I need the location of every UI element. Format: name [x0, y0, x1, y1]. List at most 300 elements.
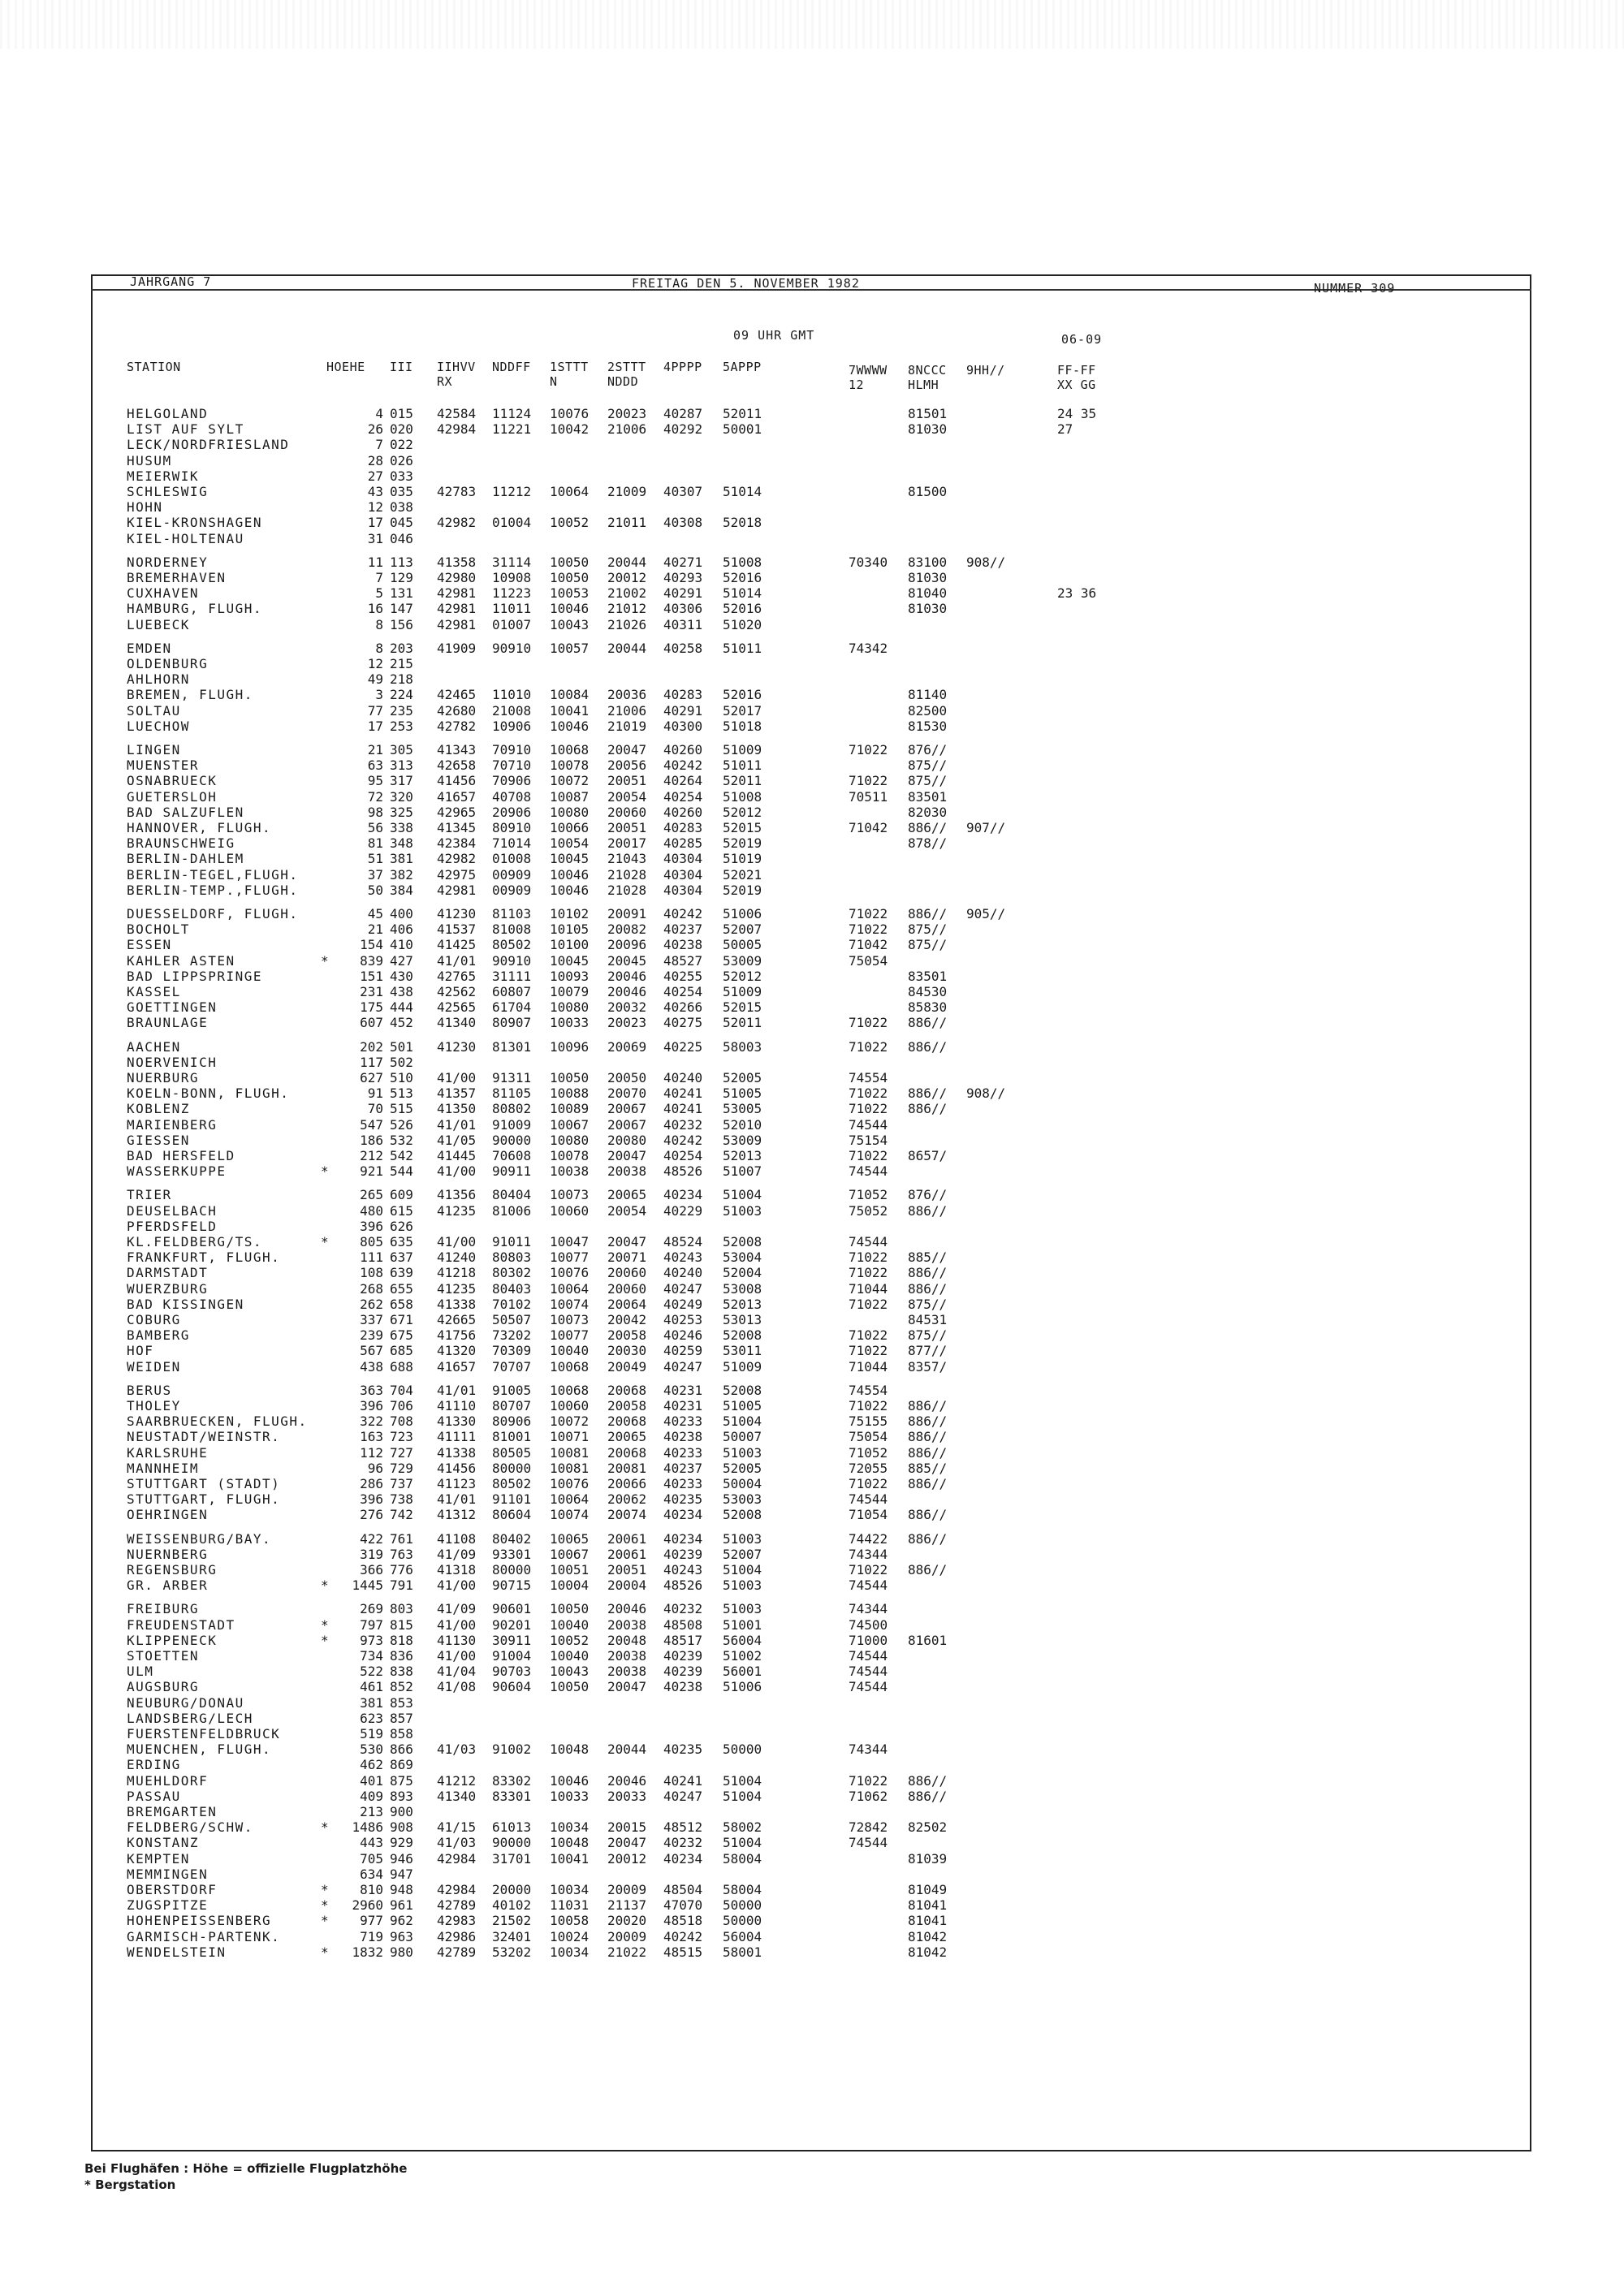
cell-name: FUERSTENFELDBRUCK	[127, 1726, 281, 1741]
cell-hoehe: 17	[367, 515, 383, 531]
cell-name: GR. ARBER	[127, 1577, 209, 1594]
cell-name: BREMGARTEN	[127, 1804, 218, 1819]
footnote-airports: Bei Flughäfen : Höhe = offizielle Flugplatzhöhe	[84, 2161, 408, 2176]
cell-name: AHLHORN	[127, 671, 190, 688]
cell-mark: *	[321, 1882, 329, 1897]
cell-iii: 313	[390, 757, 413, 774]
cell-hoehe: 805	[360, 1234, 383, 1249]
cell-name: KIEL-HOLTENAU	[127, 530, 244, 546]
cell-iii: 444	[390, 999, 413, 1016]
cell-appp: 51009	[723, 984, 762, 999]
cell-name: KEMPTEN	[127, 1850, 190, 1867]
cell-name: KOELN-BONN, FLUGH.	[127, 1085, 290, 1102]
cell-ihvv: 42984	[437, 1882, 477, 1897]
cell-s2: 20067	[607, 1101, 647, 1117]
cell-appp: 51020	[723, 616, 762, 632]
cell-hoehe: 5	[375, 585, 383, 602]
cell-ndff: 60807	[492, 984, 532, 999]
cell-hoehe: 91	[367, 1085, 383, 1102]
cell-ndff: 80000	[492, 1460, 532, 1476]
cell-appp: 53004	[723, 1249, 762, 1266]
cell-name: KL.FELDBERG/TS.	[127, 1234, 262, 1249]
cell-hoehe: 480	[360, 1202, 383, 1219]
cell-hoehe: 438	[360, 1358, 383, 1375]
cell-s1: 10045	[550, 851, 590, 867]
cell-pppp: 48526	[663, 1163, 703, 1180]
cell-ndff: 21008	[492, 702, 532, 719]
cell-appp: 53013	[723, 1312, 762, 1327]
cell-s1: 10087	[550, 788, 590, 805]
cell-ihvv: 42783	[437, 484, 477, 499]
cell-ndff: 80907	[492, 1015, 532, 1031]
cell-www: 70511	[849, 788, 888, 805]
cell-name: BRAUNSCHWEIG	[127, 835, 235, 852]
cell-ihvv: 41318	[437, 1562, 477, 1577]
cell-iii: 020	[390, 421, 413, 438]
cell-www: 71022	[849, 1772, 888, 1789]
cell-s1: 10050	[550, 570, 590, 585]
cell-s1: 10058	[550, 1913, 590, 1929]
cell-s2: 20061	[607, 1546, 647, 1562]
cell-www: 71022	[849, 742, 888, 757]
cell-ihvv: 42980	[437, 570, 477, 585]
cell-pppp: 40247	[663, 1788, 703, 1804]
cell-pppp: 40304	[663, 882, 703, 898]
cell-pppp: 40300	[663, 718, 703, 734]
cell-iii: 706	[390, 1398, 413, 1413]
cell-ihvv: 41230	[437, 906, 477, 921]
cell-name: HOF	[127, 1343, 154, 1359]
cell-mark: *	[321, 1577, 329, 1594]
cell-iii: 526	[390, 1116, 413, 1133]
cell-ndff: 90703	[492, 1664, 532, 1680]
cell-hoehe: 70	[367, 1101, 383, 1117]
cell-ndff: 11212	[492, 484, 532, 499]
report-number: NUMMER 309	[1314, 281, 1396, 296]
cell-hoehe: 319	[360, 1546, 383, 1562]
cell-name: HAMBURG, FLUGH.	[127, 601, 262, 617]
cell-ihvv: 41/01	[437, 952, 477, 969]
cell-pppp: 40292	[663, 421, 703, 438]
cell-iii: 635	[390, 1234, 413, 1249]
cell-ndff: 80505	[492, 1444, 532, 1461]
cell-name: AACHEN	[127, 1038, 181, 1055]
cell-s1: 10076	[550, 406, 590, 421]
cell-s1: 10048	[550, 1741, 590, 1758]
cell-iii: 022	[390, 437, 413, 453]
cell-appp: 51014	[723, 585, 762, 602]
cell-appp: 52015	[723, 999, 762, 1016]
cell-s1: 10084	[550, 687, 590, 703]
cell-www: 74344	[849, 1546, 888, 1562]
cell-ndff: 61704	[492, 999, 532, 1016]
cell-s1: 10046	[550, 866, 590, 883]
cell-pppp: 48526	[663, 1577, 703, 1594]
cell-ncc: 886//	[908, 1772, 948, 1789]
cell-pppp: 40285	[663, 835, 703, 852]
cell-ihvv: 41123	[437, 1476, 477, 1491]
cell-name: KAHLER ASTEN	[127, 952, 235, 969]
cell-ncc: 84530	[908, 984, 948, 999]
cell-ncc: 82030	[908, 804, 948, 820]
cell-name: NUERNBERG	[127, 1546, 209, 1562]
cell-pppp: 40259	[663, 1343, 703, 1359]
cell-hoehe: 322	[360, 1413, 383, 1430]
cell-name: STUTTGART (STADT)	[127, 1476, 281, 1491]
cell-appp: 52019	[723, 835, 762, 852]
cell-ihvv: 42562	[437, 984, 477, 999]
cell-iii: 742	[390, 1507, 413, 1523]
cell-ndff: 40708	[492, 788, 532, 805]
cell-ihvv: 41/03	[437, 1741, 477, 1758]
cell-iii: 129	[390, 570, 413, 585]
cell-ncc: 886//	[908, 1038, 948, 1055]
cell-s1: 10065	[550, 1530, 590, 1547]
cell-s1: 10102	[550, 906, 590, 921]
cell-ncc: 886//	[908, 1085, 948, 1102]
cell-s1: 10052	[550, 1632, 590, 1648]
cell-ndff: 90911	[492, 1163, 532, 1180]
cell-ihvv: 41358	[437, 554, 477, 570]
cell-ncc: 83100	[908, 554, 948, 570]
cell-s1: 10050	[550, 1601, 590, 1617]
cell-hoehe: 522	[360, 1664, 383, 1680]
cell-hoehe: 396	[360, 1218, 383, 1234]
cell-ihvv: 41/09	[437, 1546, 477, 1562]
cell-hoehe: 17	[367, 718, 383, 734]
jahrgang-label: JAHRGANG 7	[130, 274, 212, 289]
cell-s1: 10040	[550, 1648, 590, 1664]
cell-s1: 10077	[550, 1327, 590, 1344]
cell-www: 74544	[849, 1491, 888, 1508]
cell-iii: 510	[390, 1070, 413, 1085]
cell-s1: 10078	[550, 757, 590, 774]
cell-www: 74544	[849, 1679, 888, 1695]
cell-s1: 10067	[550, 1116, 590, 1133]
cell-s2: 20038	[607, 1163, 647, 1180]
cell-pppp: 40241	[663, 1772, 703, 1789]
cell-ndff: 80404	[492, 1187, 532, 1203]
cell-ncc: 81041	[908, 1913, 948, 1929]
cell-s1: 10054	[550, 835, 590, 852]
cell-mark: *	[321, 952, 329, 969]
cell-iii: 637	[390, 1249, 413, 1266]
cell-name: LANDSBERG/LECH	[127, 1710, 253, 1726]
cell-ndff: 70608	[492, 1148, 532, 1163]
cell-s1: 10089	[550, 1101, 590, 1117]
cell-iii: 406	[390, 921, 413, 938]
cell-s2: 20045	[607, 952, 647, 969]
cell-ndff: 91101	[492, 1491, 532, 1508]
cell-name: BOCHOLT	[127, 921, 190, 938]
cell-iii: 427	[390, 952, 413, 969]
cell-appp: 51004	[723, 1187, 762, 1203]
cell-ndff: 90000	[492, 1132, 532, 1148]
cell-ncc: 83501	[908, 788, 948, 805]
cell-ncc: 8357/	[908, 1358, 948, 1375]
cell-hoehe: 95	[367, 773, 383, 789]
cell-pppp: 40231	[663, 1382, 703, 1398]
cell-ihvv: 41230	[437, 1038, 477, 1055]
cell-iii: 026	[390, 452, 413, 468]
cell-hoehe: 231	[360, 984, 383, 999]
cell-s1: 10043	[550, 1664, 590, 1680]
cell-ihvv: 41456	[437, 773, 477, 789]
cell-s1: 10077	[550, 1249, 590, 1266]
col-appp: 5APPP	[723, 360, 762, 374]
cell-name: REGENSBURG	[127, 1562, 218, 1577]
cell-hoehe: 921	[360, 1163, 383, 1180]
cell-appp: 58001	[723, 1944, 762, 1960]
cell-ihvv: 41240	[437, 1249, 477, 1266]
cell-ndff: 81301	[492, 1038, 532, 1055]
cell-appp: 52005	[723, 1460, 762, 1476]
cell-appp: 50001	[723, 421, 762, 438]
cell-ihvv: 41212	[437, 1772, 477, 1789]
cell-ncc: 81039	[908, 1850, 948, 1867]
cell-ncc: 875//	[908, 757, 948, 774]
cell-www: 71022	[849, 1085, 888, 1102]
cell-ndff: 80906	[492, 1413, 532, 1430]
report-frame	[91, 274, 1531, 2151]
cell-hoehe: 31	[367, 530, 383, 546]
cell-hh: 908//	[966, 554, 1006, 570]
cell-iii: 381	[390, 851, 413, 867]
cell-appp: 51003	[723, 1444, 762, 1461]
cell-appp: 51008	[723, 788, 762, 805]
cell-ihvv: 41/01	[437, 1491, 477, 1508]
cell-s2: 21009	[607, 484, 647, 499]
cell-s1: 10047	[550, 1234, 590, 1249]
cell-s2: 20044	[607, 640, 647, 656]
cell-www: 74554	[849, 1070, 888, 1085]
cell-iii: 947	[390, 1866, 413, 1882]
cell-s1: 10073	[550, 1187, 590, 1203]
cell-appp: 52008	[723, 1382, 762, 1398]
cell-ndff: 31701	[492, 1850, 532, 1867]
cell-s2: 20060	[607, 1280, 647, 1297]
cell-name: FELDBERG/SCHW.	[127, 1819, 253, 1836]
cell-appp: 53008	[723, 1280, 762, 1297]
cell-iii: 962	[390, 1913, 413, 1929]
cell-name: BAD HERSFELD	[127, 1148, 235, 1163]
cell-ihvv: 42789	[437, 1944, 477, 1960]
cell-www: 71022	[849, 921, 888, 938]
cell-ndff: 31114	[492, 554, 532, 570]
cell-www: 74544	[849, 1648, 888, 1664]
cell-ihvv: 41/00	[437, 1234, 477, 1249]
cell-mark: *	[321, 1632, 329, 1648]
cell-ihvv: 41756	[437, 1327, 477, 1344]
cell-hoehe: 839	[360, 952, 383, 969]
cell-iii: 761	[390, 1530, 413, 1547]
observation-time: 09 UHR GMT	[733, 328, 815, 343]
cell-name: LIST AUF SYLT	[127, 421, 244, 438]
cell-ndff: 11221	[492, 421, 532, 438]
cell-hoehe: 7	[375, 437, 383, 453]
cell-s2: 20058	[607, 1398, 647, 1413]
cell-pppp: 40243	[663, 1562, 703, 1577]
cell-appp: 52015	[723, 820, 762, 835]
cell-s1: 10046	[550, 882, 590, 898]
cell-pppp: 40232	[663, 1601, 703, 1617]
cell-hoehe: 186	[360, 1132, 383, 1148]
cell-s2: 20054	[607, 788, 647, 805]
cell-ihvv: 41/00	[437, 1648, 477, 1664]
cell-ihvv: 41340	[437, 1788, 477, 1804]
cell-appp: 52017	[723, 702, 762, 719]
cell-appp: 58002	[723, 1819, 762, 1836]
cell-iii: 685	[390, 1343, 413, 1359]
cell-s2: 20023	[607, 1015, 647, 1031]
cell-hoehe: 276	[360, 1507, 383, 1523]
cell-iii: 045	[390, 515, 413, 531]
cell-pppp: 48515	[663, 1944, 703, 1960]
cell-ncc: 81030	[908, 421, 948, 438]
cell-appp: 51001	[723, 1616, 762, 1633]
cell-s2: 21043	[607, 851, 647, 867]
cell-ihvv: 42984	[437, 421, 477, 438]
cell-ndff: 01004	[492, 515, 532, 531]
cell-name: SOLTAU	[127, 702, 181, 719]
cell-pppp: 40260	[663, 804, 703, 820]
cell-name: LUEBECK	[127, 616, 190, 632]
cell-hoehe: 96	[367, 1460, 383, 1476]
cell-hoehe: 396	[360, 1398, 383, 1413]
cell-ndff: 80000	[492, 1562, 532, 1577]
cell-name: BERLIN-TEGEL,FLUGH.	[127, 866, 299, 883]
cell-iii: 338	[390, 820, 413, 835]
cell-pppp: 40239	[663, 1648, 703, 1664]
cell-iii: 532	[390, 1132, 413, 1148]
cell-ndff: 93301	[492, 1546, 532, 1562]
cell-name: HUSUM	[127, 452, 172, 468]
cell-hoehe: 212	[360, 1148, 383, 1163]
cell-ihvv: 41350	[437, 1101, 477, 1117]
cell-iii: 738	[390, 1491, 413, 1508]
cell-s1: 10046	[550, 1772, 590, 1789]
cell-ihvv: 41/08	[437, 1679, 477, 1695]
cell-s2: 21006	[607, 421, 647, 438]
cell-ihvv: 42665	[437, 1312, 477, 1327]
cell-ndff: 81105	[492, 1085, 532, 1102]
cell-iii: 320	[390, 788, 413, 805]
cell-ndff: 71014	[492, 835, 532, 852]
cell-ndff: 50507	[492, 1312, 532, 1327]
cell-appp: 50000	[723, 1897, 762, 1914]
cell-s1: 10024	[550, 1928, 590, 1944]
cell-hoehe: 12	[367, 656, 383, 671]
cell-hoehe: 269	[360, 1601, 383, 1617]
cell-ihvv: 42584	[437, 406, 477, 421]
cell-s2: 20068	[607, 1382, 647, 1398]
cell-hoehe: 977	[360, 1913, 383, 1929]
cell-s2: 20068	[607, 1413, 647, 1430]
cell-appp: 53009	[723, 1132, 762, 1148]
cell-appp: 51014	[723, 484, 762, 499]
cell-www: 75054	[849, 1429, 888, 1445]
cell-hoehe: 401	[360, 1772, 383, 1789]
cell-appp: 51006	[723, 906, 762, 921]
cell-name: GUETERSLOH	[127, 788, 218, 805]
cell-s1: 10073	[550, 1312, 590, 1327]
cell-s1: 10051	[550, 1562, 590, 1577]
cell-pppp: 40232	[663, 1835, 703, 1851]
period-label: 06-09	[1061, 332, 1103, 347]
cell-s2: 20017	[607, 835, 647, 852]
cell-iii: 033	[390, 468, 413, 484]
cell-ihvv: 41111	[437, 1429, 477, 1445]
cell-hoehe: 7	[375, 570, 383, 585]
cell-ndff: 80403	[492, 1280, 532, 1297]
cell-s1: 10064	[550, 484, 590, 499]
cell-appp: 51011	[723, 757, 762, 774]
cell-name: AUGSBURG	[127, 1679, 200, 1695]
cell-iii: 218	[390, 671, 413, 688]
cell-appp: 52010	[723, 1116, 762, 1133]
cell-appp: 53009	[723, 952, 762, 969]
cell-pppp: 40254	[663, 788, 703, 805]
cell-pppp: 40254	[663, 1148, 703, 1163]
cell-s2: 20096	[607, 937, 647, 953]
cell-name: KARLSRUHE	[127, 1444, 209, 1461]
cell-name: OSNABRUECK	[127, 773, 218, 789]
col-pppp: 4PPPP	[663, 360, 702, 374]
cell-iii: 723	[390, 1429, 413, 1445]
cell-s2: 20033	[607, 1788, 647, 1804]
cell-ndff: 30911	[492, 1632, 532, 1648]
cell-name: BAD SALZUFLEN	[127, 804, 244, 820]
cell-hoehe: 111	[360, 1249, 383, 1266]
cell-iii: 818	[390, 1632, 413, 1648]
cell-ihvv: 42982	[437, 515, 477, 531]
cell-ncc: 886//	[908, 1444, 948, 1461]
cell-ihvv: 41456	[437, 1460, 477, 1476]
cell-ncc: 885//	[908, 1460, 948, 1476]
cell-hoehe: 547	[360, 1116, 383, 1133]
cell-appp: 58004	[723, 1882, 762, 1897]
cell-iii: 857	[390, 1710, 413, 1726]
cell-s2: 20009	[607, 1928, 647, 1944]
cell-s2: 21006	[607, 702, 647, 719]
cell-ihvv: 41340	[437, 1015, 477, 1031]
cell-ndff: 31111	[492, 968, 532, 984]
cell-name: NEUSTADT/WEINSTR.	[127, 1429, 281, 1445]
cell-s1: 10076	[550, 1265, 590, 1281]
cell-iii: 866	[390, 1741, 413, 1758]
cell-name: LINGEN	[127, 742, 181, 757]
cell-s1: 10074	[550, 1507, 590, 1523]
cell-hoehe: 422	[360, 1530, 383, 1547]
cell-pppp: 40304	[663, 851, 703, 867]
cell-iii: 900	[390, 1804, 413, 1819]
cell-appp: 51003	[723, 1577, 762, 1594]
cell-appp: 52011	[723, 406, 762, 421]
cell-ncc: 82500	[908, 702, 948, 719]
cell-s2: 20065	[607, 1429, 647, 1445]
cell-s2: 20081	[607, 1460, 647, 1476]
cell-name: BERUS	[127, 1382, 172, 1398]
cell-appp: 51007	[723, 1163, 762, 1180]
cell-ndff: 80803	[492, 1249, 532, 1266]
cell-hoehe: 27	[367, 468, 383, 484]
cell-ihvv: 41338	[437, 1296, 477, 1312]
cell-ndff: 80502	[492, 1476, 532, 1491]
cell-name: LECK/NORDFRIESLAND	[127, 437, 290, 453]
cell-iii: 215	[390, 656, 413, 671]
cell-iii: 946	[390, 1850, 413, 1867]
cell-mark: *	[321, 1944, 329, 1960]
